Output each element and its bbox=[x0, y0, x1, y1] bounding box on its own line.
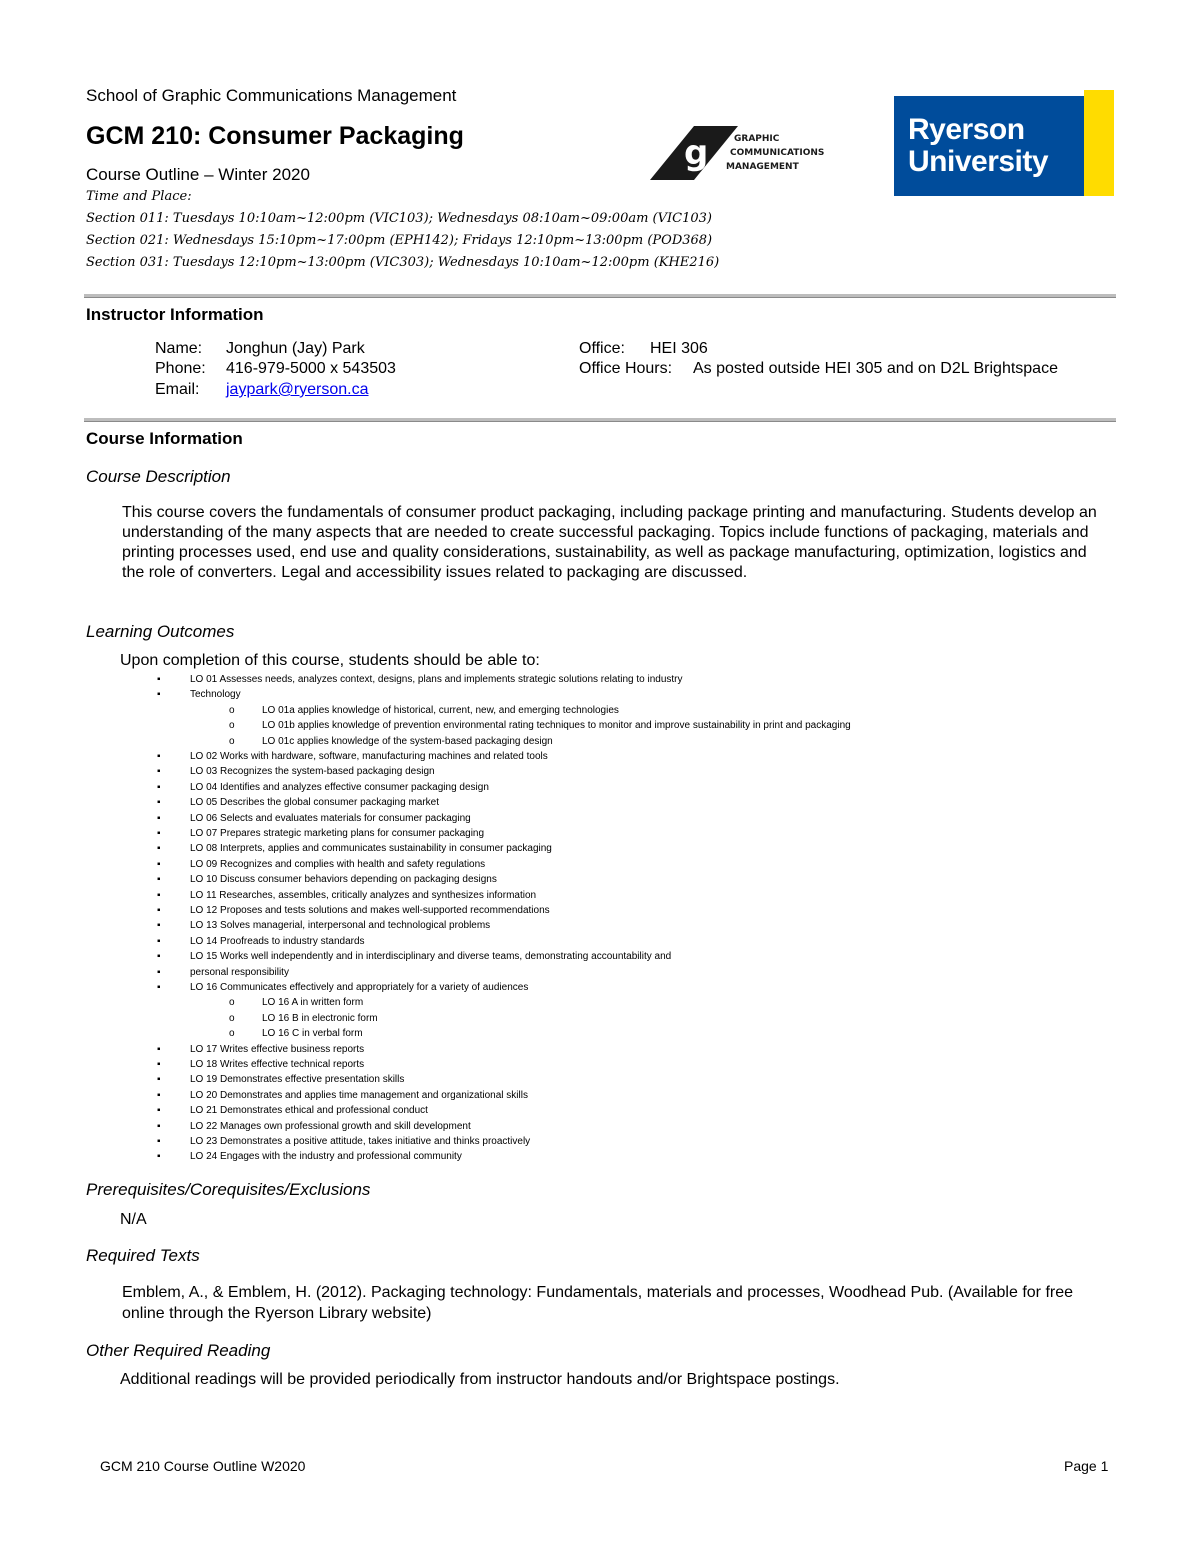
ryerson-logo-line1: Ryerson bbox=[908, 113, 1025, 146]
bullet-icon: ▪ bbox=[157, 1059, 161, 1070]
section-011: Section 011: Tuesdays 10:10am~12:00pm (VIC103); Wednesdays 08:10am~09:00am (VIC103) bbox=[86, 211, 712, 226]
office-label: Office: bbox=[579, 340, 625, 357]
outline-term: Course Outline – Winter 2020 bbox=[86, 165, 310, 184]
bullet-icon: ▪ bbox=[157, 1120, 161, 1132]
bullet-icon: ▪ bbox=[157, 935, 161, 947]
instructor-name: Jonghun (Jay) Park bbox=[226, 340, 365, 357]
bullet-icon: ▪ bbox=[157, 1074, 161, 1086]
learning-outcome-item: LO 24 Engages with the industry and professional community bbox=[190, 1151, 462, 1163]
ryerson-logo-line2: University bbox=[908, 145, 1049, 178]
required-texts-heading: Required Texts bbox=[86, 1246, 200, 1265]
course-title: GCM 210: Consumer Packaging bbox=[86, 122, 464, 150]
bullet-icon: ▪ bbox=[157, 797, 161, 809]
bullet-icon: ▪ bbox=[157, 858, 161, 870]
prereq-text: N/A bbox=[120, 1211, 147, 1228]
gcm-logo-mark bbox=[650, 124, 830, 184]
learning-outcomes-heading: Learning Outcomes bbox=[86, 622, 235, 641]
gcm-logo-line1: GRAPHIC bbox=[734, 134, 780, 144]
learning-outcome-subitem: LO 16 B in electronic form bbox=[262, 1012, 378, 1024]
instructor-office: HEI 306 bbox=[650, 340, 708, 357]
learning-outcome-item: LO 12 Proposes and tests solutions and makes well-supported recommendations bbox=[190, 905, 550, 916]
sub-bullet-icon: o bbox=[229, 735, 235, 747]
learning-outcome-item: LO 03 Recognizes the system-based packaging design bbox=[190, 766, 435, 778]
office-hours: As posted outside HEI 305 and on D2L Brightspace bbox=[693, 360, 1058, 377]
learning-outcome-item: LO 07 Prepares strategic marketing plans for consumer packaging bbox=[190, 828, 485, 839]
time-place-label: Time and Place: bbox=[86, 189, 192, 204]
learning-outcome-item: LO 09 Recognizes and complies with health and safety regulations bbox=[190, 858, 486, 870]
gcm-logo bbox=[650, 124, 830, 184]
sub-bullet-icon: o bbox=[229, 1028, 235, 1040]
learning-outcome-item: LO 06 Selects and evaluates materials for consumer packaging bbox=[190, 812, 471, 824]
footer-course: GCM 210 Course Outline W2020 bbox=[100, 1458, 306, 1474]
learning-outcome-item: LO 10 Discuss consumer behaviors depending on packaging designs bbox=[190, 874, 497, 886]
bullet-icon: ▪ bbox=[157, 1089, 161, 1101]
bullet-icon: ▪ bbox=[157, 966, 161, 978]
learning-outcome-item: Technology bbox=[190, 689, 241, 701]
bullet-icon: ▪ bbox=[157, 920, 161, 932]
other-reading: Additional readings will be provided periodically from instructor handouts and/or Brightspace postings. bbox=[120, 1371, 840, 1388]
gcm-logo-line2: COMMUNICATIONS bbox=[730, 148, 825, 158]
bullet-icon: ▪ bbox=[157, 905, 161, 916]
office-hours-label: Office Hours: bbox=[579, 360, 673, 377]
instructor-email-link[interactable]: jaypark@ryerson.ca bbox=[226, 381, 369, 398]
learning-outcome-subitem: LO 16 C in verbal form bbox=[262, 1028, 363, 1040]
bullet-icon: ▪ bbox=[157, 982, 161, 993]
phone-label: Phone: bbox=[155, 360, 206, 377]
school-name: School of Graphic Communications Management bbox=[86, 86, 457, 105]
learning-outcome-item: LO 20 Demonstrates and applies time management and organizational skills bbox=[190, 1089, 528, 1101]
sub-bullet-icon: o bbox=[229, 720, 235, 732]
learning-outcome-item: LO 18 Writes effective technical reports bbox=[190, 1059, 365, 1070]
bullet-icon: ▪ bbox=[157, 674, 161, 685]
learning-outcome-item: LO 19 Demonstrates effective presentation skills bbox=[190, 1074, 405, 1086]
learning-outcome-subitem: LO 01b applies knowledge of prevention environmental rating techniques to monitor and improve sustainability in print and packaging bbox=[262, 720, 851, 732]
bullet-icon: ▪ bbox=[157, 951, 161, 963]
learning-outcome-item: LO 15 Works well independently and in interdisciplinary and diverse teams, demonstrating accountability and bbox=[190, 951, 672, 963]
ryerson-logo bbox=[894, 90, 1114, 196]
ryerson-logo-text bbox=[908, 114, 1048, 178]
learning-outcome-subitem: LO 01a applies knowledge of historical, current, new, and emerging technologies bbox=[262, 704, 619, 716]
divider-top bbox=[84, 294, 1116, 298]
learning-outcome-item: LO 14 Proofreads to industry standards bbox=[190, 935, 365, 947]
instructor-heading: Instructor Information bbox=[86, 305, 264, 324]
email-label: Email: bbox=[155, 381, 200, 398]
bullet-icon: ▪ bbox=[157, 889, 161, 901]
bullet-icon: ▪ bbox=[157, 781, 161, 793]
learning-outcome-subitem: LO 01c applies knowledge of the system-based packaging design bbox=[262, 735, 553, 747]
learning-outcome-item: LO 13 Solves managerial, interpersonal and technological problems bbox=[190, 920, 491, 932]
course-info-heading: Course Information bbox=[86, 429, 243, 448]
learning-outcome-item: LO 16 Communicates effectively and appropriately for a variety of audiences bbox=[190, 982, 529, 993]
section-031: Section 031: Tuesdays 12:10pm~13:00pm (VIC303); Wednesdays 10:10am~12:00pm (KHE216) bbox=[86, 255, 720, 270]
bullet-icon: ▪ bbox=[157, 843, 161, 855]
course-description-heading: Course Description bbox=[86, 467, 231, 486]
learning-outcome-item: LO 01 Assesses needs, analyzes context, designs, plans and implements strategic solutions relating to industry bbox=[190, 674, 683, 685]
gcm-logo-g: g bbox=[684, 133, 709, 173]
learning-outcome-item: LO 04 Identifies and analyzes effective consumer packaging design bbox=[190, 781, 489, 793]
gcm-logo-line3: MANAGEMENT bbox=[726, 162, 799, 172]
sub-bullet-icon: o bbox=[229, 1012, 235, 1024]
sub-bullet-icon: o bbox=[229, 997, 235, 1009]
bullet-icon: ▪ bbox=[157, 751, 161, 762]
learning-outcome-item: LO 11 Researches, assembles, critically analyzes and synthesizes information bbox=[190, 889, 537, 901]
learning-outcome-item: personal responsibility bbox=[190, 966, 289, 978]
required-texts: Emblem, A., & Emblem, H. (2012). Packaging technology: Fundamentals, materials and processes, Woodhead Pub. (Available for free online through the Ryerson Library website) bbox=[122, 1284, 1074, 1322]
name-label: Name: bbox=[155, 340, 203, 357]
bullet-icon: ▪ bbox=[157, 1105, 161, 1117]
bullet-icon: ▪ bbox=[157, 689, 161, 701]
ryerson-logo-accent bbox=[1084, 90, 1114, 196]
prereq-heading: Prerequisites/Corequisites/Exclusions bbox=[86, 1180, 371, 1199]
section-021: Section 021: Wednesdays 15:10pm~17:00pm (EPH142); Fridays 12:10pm~13:00pm (POD368) bbox=[86, 233, 713, 248]
learning-outcome-item: LO 21 Demonstrates ethical and professional conduct bbox=[190, 1105, 428, 1117]
learning-outcome-item: LO 08 Interprets, applies and communicates sustainability in consumer packaging bbox=[190, 843, 552, 855]
other-reading-heading: Other Required Reading bbox=[86, 1341, 271, 1360]
instructor-phone: 416-979-5000 x 543503 bbox=[226, 360, 396, 377]
learning-outcome-item: LO 05 Describes the global consumer packaging market bbox=[190, 797, 440, 809]
learning-outcome-item: LO 02 Works with hardware, software, manufacturing machines and related tools bbox=[190, 751, 548, 762]
bullet-icon: ▪ bbox=[157, 828, 161, 839]
learning-outcome-subitem: LO 16 A in written form bbox=[262, 997, 364, 1009]
bullet-icon: ▪ bbox=[157, 874, 161, 886]
sub-bullet-icon: o bbox=[229, 704, 235, 716]
bullet-icon: ▪ bbox=[157, 1043, 161, 1055]
learning-outcome-item: LO 23 Demonstrates a positive attitude, takes initiative and thinks proactively bbox=[190, 1136, 531, 1147]
bullet-icon: ▪ bbox=[157, 1136, 161, 1147]
learning-outcomes-intro: Upon completion of this course, students should be able to: bbox=[120, 652, 540, 669]
bullet-icon: ▪ bbox=[157, 1151, 161, 1163]
divider-middle bbox=[84, 418, 1116, 422]
bullet-icon: ▪ bbox=[157, 812, 161, 824]
bullet-icon: ▪ bbox=[157, 766, 161, 778]
footer-page-number: Page 1 bbox=[1064, 1458, 1109, 1474]
learning-outcome-item: LO 17 Writes effective business reports bbox=[190, 1043, 365, 1055]
learning-outcome-item: LO 22 Manages own professional growth and skill development bbox=[190, 1120, 471, 1132]
course-description: This course covers the fundamentals of consumer product packaging, including package printing and manufacturing. Students develop an understanding of the many aspects that are needed to create successful packaging. Topics include functions of packaging, materials and printing processes used, end use and quality considerations, sustainability, as well as package manufacturing, optimization, logistics and the role of converters. Legal and accessibility issues related to packaging are discussed. bbox=[122, 504, 1097, 581]
